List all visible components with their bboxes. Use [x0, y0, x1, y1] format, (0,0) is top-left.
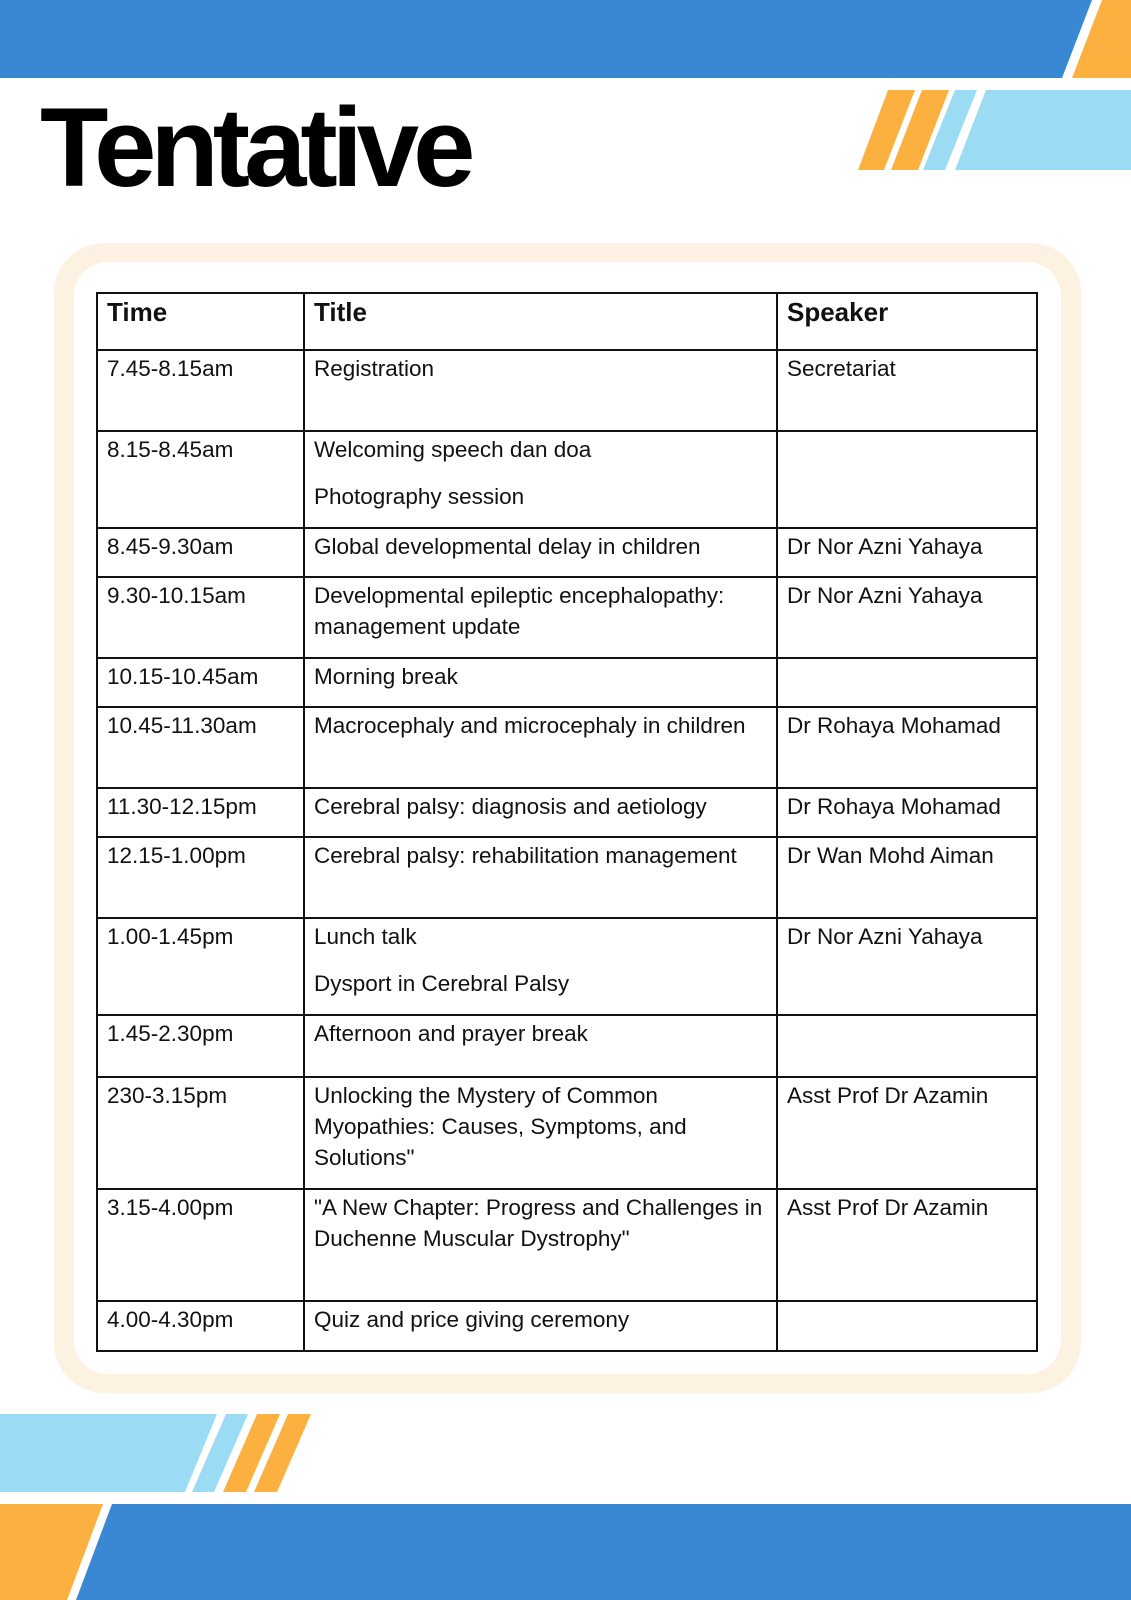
cell-title-text: Welcoming speech dan doa — [314, 437, 592, 462]
cell-title-text: Quiz and price giving ceremony — [314, 1307, 630, 1332]
table-row — [97, 577, 1037, 658]
cell-title-text: Global developmental delay in children — [314, 534, 701, 559]
cell-title — [304, 350, 777, 431]
table-row — [97, 1301, 1037, 1351]
cell-title-text: Morning break — [314, 664, 458, 689]
cell-time: 12.15-1.00pm — [97, 837, 304, 918]
table-row — [97, 1015, 1037, 1077]
cell-time: 7.45-8.15am — [97, 350, 304, 431]
table-row — [97, 431, 1037, 528]
cell-speaker — [777, 431, 1037, 528]
header-title: Title — [304, 293, 777, 350]
table-row — [97, 528, 1037, 577]
cell-time: 8.15-8.45am — [97, 431, 304, 528]
cell-speaker: Dr Nor Azni Yahaya — [777, 528, 1037, 577]
cell-time: 9.30-10.15am — [97, 577, 304, 658]
cell-speaker: Asst Prof Dr Azamin — [777, 1077, 1037, 1189]
cell-speaker: Dr Rohaya Mohamad — [777, 707, 1037, 788]
cell-title — [304, 528, 777, 577]
table-row — [97, 918, 1037, 1015]
cell-time: 3.15-4.00pm — [97, 1189, 304, 1301]
table-row — [97, 658, 1037, 707]
cell-speaker — [777, 658, 1037, 707]
schedule-body — [97, 350, 1037, 1351]
table-row — [97, 837, 1037, 918]
cell-title-text: Unlocking the Mystery of Common Myopathies: Causes, Symptoms, and Solutions" — [314, 1083, 687, 1170]
cell-title-subtext: Photography session — [314, 484, 525, 509]
cell-speaker: Asst Prof Dr Azamin — [777, 1189, 1037, 1301]
cell-title — [304, 431, 777, 528]
cell-title — [304, 577, 777, 658]
cell-title — [304, 788, 777, 837]
cell-time: 10.45-11.30am — [97, 707, 304, 788]
top-right-stripe-blue-2 — [955, 90, 1131, 170]
table-row — [97, 707, 1037, 788]
cell-time: 230-3.15pm — [97, 1077, 304, 1189]
cell-title — [304, 1301, 777, 1351]
header-time: Time — [97, 293, 304, 350]
table-row — [97, 1189, 1037, 1301]
top-blue-banner — [0, 0, 1092, 78]
cell-title — [304, 707, 777, 788]
cell-title-text: "A New Chapter: Progress and Challenges in Duchenne Muscular Dystrophy" — [314, 1195, 763, 1251]
cell-speaker — [777, 1015, 1037, 1077]
table-row — [97, 350, 1037, 431]
cell-speaker: Dr Wan Mohd Aiman — [777, 837, 1037, 918]
bottom-blue-banner — [76, 1504, 1131, 1600]
page-title: Tentative — [40, 85, 470, 210]
cell-title-text: Lunch talk — [314, 924, 417, 949]
cell-time: 10.15-10.45am — [97, 658, 304, 707]
cell-time: 4.00-4.30pm — [97, 1301, 304, 1351]
header-speaker: Speaker — [777, 293, 1037, 350]
cell-speaker: Dr Nor Azni Yahaya — [777, 918, 1037, 1015]
cell-time: 1.00-1.45pm — [97, 918, 304, 1015]
cell-speaker: Dr Rohaya Mohamad — [777, 788, 1037, 837]
cell-time: 8.45-9.30am — [97, 528, 304, 577]
cell-title — [304, 1015, 777, 1077]
schedule-table — [96, 292, 1038, 1352]
cell-title-text: Cerebral palsy: rehabilitation management — [314, 843, 737, 868]
cell-time: 1.45-2.30pm — [97, 1015, 304, 1077]
cell-title-text: Registration — [314, 356, 435, 381]
table-row — [97, 788, 1037, 837]
bottom-left-stripe-blue-1 — [0, 1414, 217, 1492]
cell-title-text: Cerebral palsy: diagnosis and aetiology — [314, 794, 707, 819]
table-header-row — [97, 293, 1037, 350]
cell-time: 11.30-12.15pm — [97, 788, 304, 837]
table-row — [97, 1077, 1037, 1189]
cell-title — [304, 918, 777, 1015]
cell-title-subtext: Dysport in Cerebral Palsy — [314, 971, 570, 996]
cell-speaker — [777, 1301, 1037, 1351]
cell-speaker: Secretariat — [777, 350, 1037, 431]
cell-speaker: Dr Nor Azni Yahaya — [777, 577, 1037, 658]
cell-title-text: Afternoon and prayer break — [314, 1021, 588, 1046]
cell-title-text: Macrocephaly and microcephaly in children — [314, 713, 746, 738]
cell-title — [304, 1077, 777, 1189]
cell-title — [304, 658, 777, 707]
cell-title — [304, 837, 777, 918]
cell-title-text: Developmental epileptic encephalopathy: management update — [314, 583, 725, 639]
cell-title — [304, 1189, 777, 1301]
